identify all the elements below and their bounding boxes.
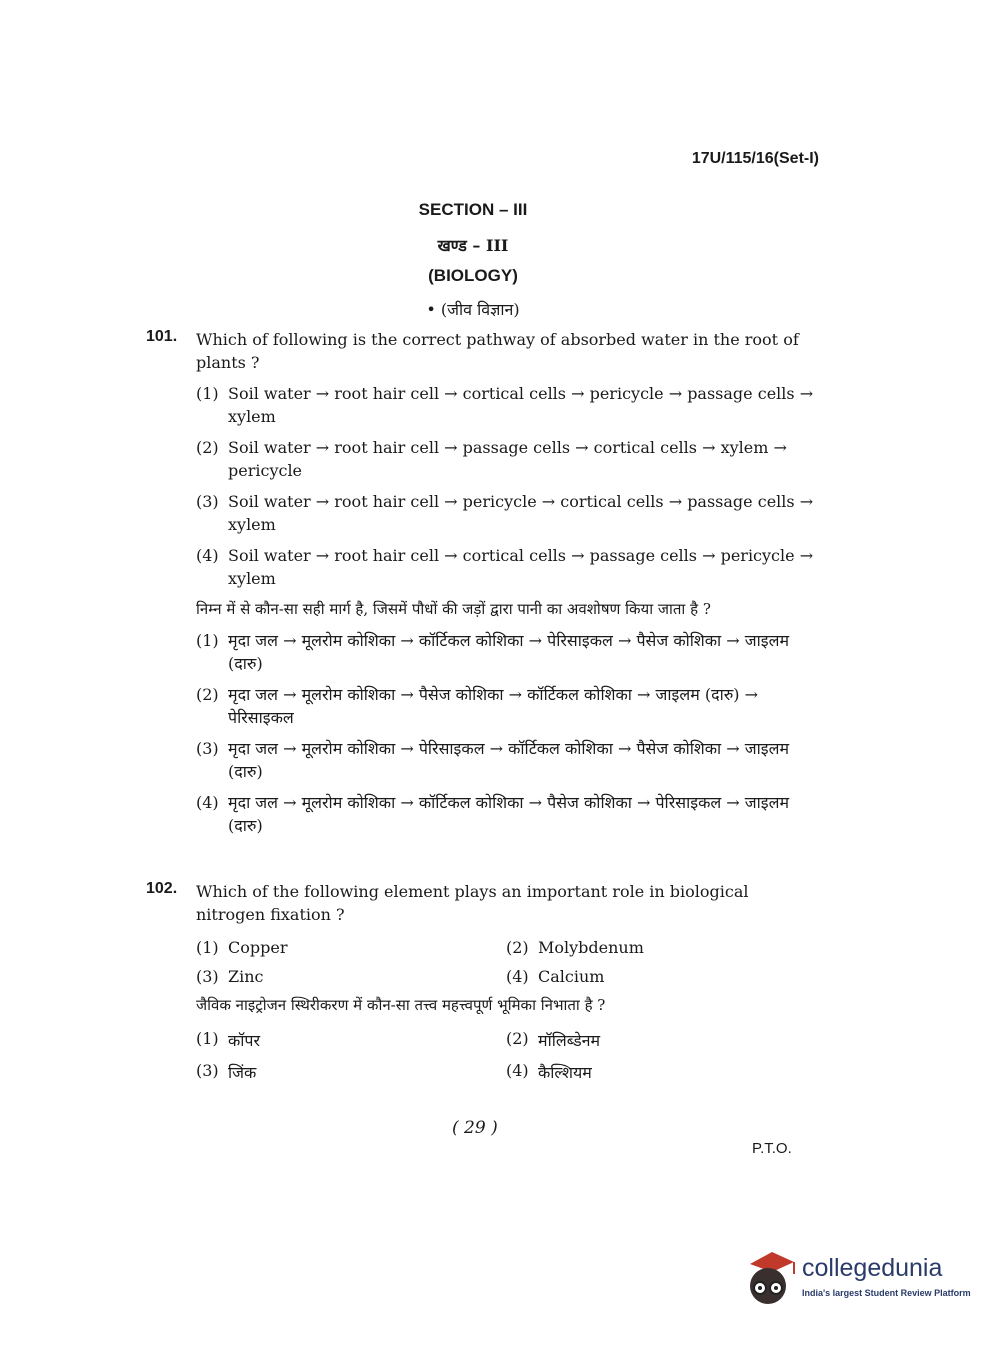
option: [196, 1029, 506, 1051]
option-number: (2): [506, 1029, 529, 1048]
option-text: Soil water → root hair cell → cortical cells → pericycle → passage cells → xylem: [228, 384, 814, 426]
question-text-en: Which of following is the correct pathway of absorbed water in the root of plants ?: [196, 330, 799, 372]
options-hi: [196, 629, 814, 837]
option-number: (4): [506, 1061, 529, 1080]
option-text: Copper: [228, 938, 288, 957]
option-text: कैल्शियम: [538, 1063, 592, 1082]
option-number: (1): [196, 1029, 219, 1048]
question-101: [146, 328, 814, 837]
option-text: मृदा जल → मूलरोम कोशिका → पैसेज कोशिका → कॉर्टिकल कोशिका → जाइलम (दारु) → पेरिसाइकल: [228, 685, 759, 727]
paper-code: 17U/115/16(Set-I): [691, 150, 819, 167]
question-text-hi: निम्न में से कौन-सा सही मार्ग है, जिसमें पौधों की जड़ों द्वारा पानी का अवशोषण किया जाता है ?: [196, 600, 711, 618]
collegedunia-watermark: [742, 1244, 972, 1314]
option: [196, 629, 814, 675]
option-number: (3): [196, 967, 219, 986]
option-number: (4): [506, 967, 529, 986]
option-text: Calcium: [538, 967, 605, 986]
option-number: (1): [196, 631, 219, 650]
option-number: (4): [196, 546, 219, 565]
option-number: (2): [506, 938, 529, 957]
page-number: ( 29 ): [452, 1118, 498, 1138]
option: [506, 1029, 806, 1051]
option-number: (2): [196, 685, 219, 704]
option-number: (3): [196, 492, 219, 511]
option: [196, 436, 814, 482]
option-text: Molybdenum: [538, 938, 644, 957]
option: [506, 1061, 806, 1083]
option: [196, 683, 814, 729]
question-number: 101.: [146, 328, 178, 345]
option: [506, 938, 806, 957]
options-en: [196, 382, 814, 590]
question-text-hi: जैविक नाइट्रोजन स्थिरीकरण में कौन-सा तत्त्व महत्त्वपूर्ण भूमिका निभाता है ?: [196, 996, 606, 1014]
option-text: मृदा जल → मूलरोम कोशिका → कॉर्टिकल कोशिका → पेरिसाइकल → पैसेज कोशिका → जाइलम (दारु): [228, 631, 790, 673]
subject-title-hindi: • (जीव विज्ञान): [426, 300, 520, 319]
brand-tagline: India's largest Student Review Platform: [802, 1288, 971, 1298]
options-hi: [196, 1029, 814, 1083]
option: [196, 791, 814, 837]
option: [196, 490, 814, 536]
option-number: (3): [196, 739, 219, 758]
option: [506, 967, 806, 986]
question-102: [146, 880, 814, 1083]
option-text: मृदा जल → मूलरोम कोशिका → पेरिसाइकल → कॉर्टिकल कोशिका → पैसेज कोशिका → जाइलम (दारु): [228, 739, 790, 781]
section-title: SECTION – III: [418, 200, 528, 219]
option: [196, 1061, 506, 1083]
option-text: कॉपर: [228, 1031, 261, 1050]
mascot-icon: [742, 1248, 798, 1308]
brand-name: collegedunia: [802, 1254, 943, 1282]
option-number: (4): [196, 793, 219, 812]
question-number: 102.: [146, 880, 178, 897]
option-number: (1): [196, 938, 219, 957]
option-number: (2): [196, 438, 219, 457]
option-text: मृदा जल → मूलरोम कोशिका → कॉर्टिकल कोशिका → पैसेज कोशिका → पेरिसाइकल → जाइलम (दारु): [228, 793, 790, 835]
option-number: (1): [196, 384, 219, 403]
option-text: मॉलिब्डेनम: [538, 1031, 601, 1050]
section-title-hindi: खण्ड – III: [437, 236, 509, 255]
option: [196, 544, 814, 590]
option-text: Soil water → root hair cell → passage cells → cortical cells → xylem → pericycle: [228, 438, 787, 480]
option: [196, 967, 506, 986]
subject-title: (BIOLOGY): [428, 266, 518, 285]
option: [196, 382, 814, 428]
option-text: Soil water → root hair cell → cortical cells → passage cells → pericycle → xylem: [228, 546, 814, 588]
question-text-en: Which of the following element plays an important role in biological nitrogen fixation ?: [196, 882, 749, 924]
option-text: जिंक: [228, 1063, 257, 1082]
options-en: [196, 938, 814, 986]
pto-label: P.T.O.: [752, 1140, 792, 1157]
option-text: Soil water → root hair cell → pericycle → cortical cells → passage cells → xylem: [228, 492, 814, 534]
option-number: (3): [196, 1061, 219, 1080]
option: [196, 938, 506, 957]
option: [196, 737, 814, 783]
option-text: Zinc: [228, 967, 264, 986]
